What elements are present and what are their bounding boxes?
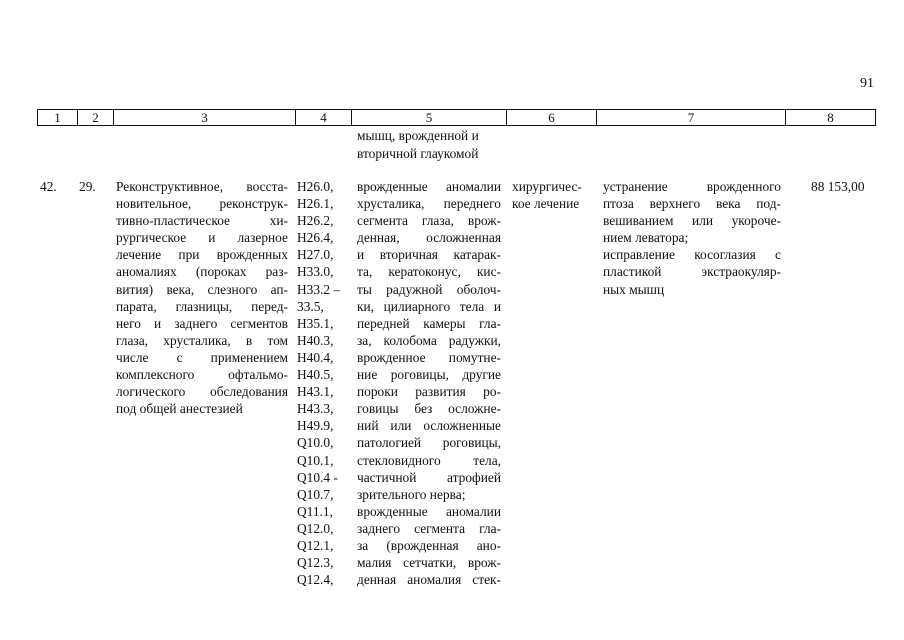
text-line: вешиванием или укороче- (603, 213, 781, 229)
text-line: зрительного нерва; (357, 486, 466, 502)
text-line: денная, осложненная (357, 230, 501, 246)
treatment-kind-cell (512, 178, 582, 212)
text-line: под общей анестезией (116, 401, 243, 417)
diagnosis-cell (357, 178, 501, 588)
header-cell-2: 2 (78, 110, 114, 125)
continuation-text (357, 127, 479, 162)
treatment-method-cell (603, 178, 781, 298)
cost-cell: 88 153,00 (811, 179, 865, 194)
text-line: Q12.1, (297, 537, 334, 553)
page-number: 91 (860, 76, 874, 91)
text-line: Q12.3, (297, 555, 334, 571)
text-line: ние роговицы, другие (357, 367, 501, 383)
text-line: вития) века, слезного ап- (116, 281, 288, 297)
text-line: парата, глазницы, перед- (116, 298, 288, 314)
text-line: Q10.7, (297, 486, 334, 502)
text-line: логического обследования (116, 384, 288, 400)
text-line: H40.4, (297, 349, 334, 365)
text-line: за, колобома радужки, (357, 332, 501, 348)
text-line: новительное, реконструк- (116, 196, 288, 212)
text-line: H26.1, (297, 196, 334, 212)
text-line: пластикой экстраокуляр- (603, 264, 781, 280)
text-line: малия сетчатки, врож- (357, 555, 501, 571)
text-line: H49.9, (297, 418, 334, 434)
continuation-line: мышц, врожденной и (357, 128, 479, 143)
icd-codes-cell (297, 178, 340, 588)
text-line: передней камеры гла- (357, 315, 501, 331)
text-line: исправление косоглазия с (603, 247, 781, 263)
text-line: комплексного офтальмо- (116, 367, 288, 383)
text-line: H26.0, (297, 179, 334, 194)
text-line: заднего сегмента гла- (357, 520, 501, 536)
header-cell-1: 1 (38, 110, 78, 125)
text-line: числе с применением (116, 349, 288, 365)
header-cell-4: 4 (296, 110, 352, 125)
header-cell-5: 5 (352, 110, 507, 125)
text-line: него и заднего сегментов (116, 315, 288, 331)
text-line: Q10.0, (297, 435, 334, 451)
text-line: Q10.4 - (297, 469, 338, 485)
text-line: H33.0, (297, 264, 334, 280)
text-line: ний или осложненные (357, 418, 501, 434)
text-line: та, кератоконус, кис- (357, 264, 501, 280)
text-line: кое лечение (512, 196, 580, 212)
text-line: Q12.0, (297, 520, 334, 536)
header-cell-3: 3 (114, 110, 296, 125)
row-number: 42. (40, 179, 57, 194)
text-line: пороки развития ро- (357, 384, 501, 400)
text-line: и вторичная катарак- (357, 247, 501, 263)
text-line: H43.3, (297, 401, 334, 417)
text-line: H40.5, (297, 367, 334, 383)
text-line: говицы без осложне- (357, 401, 501, 417)
text-line: H26.2, (297, 213, 334, 229)
table-header-row (37, 109, 876, 126)
treatment-type-cell (116, 178, 288, 417)
text-line: хирургичес- (512, 179, 582, 194)
text-line: H33.2 – (297, 281, 341, 297)
text-line: денная аномалия стек- (357, 572, 501, 588)
text-line: птоза верхнего века под- (603, 196, 781, 212)
continuation-line: вторичной глаукомой (357, 145, 479, 161)
text-line: Реконструктивное, восста- (116, 179, 288, 194)
text-line: глаза, хрусталика, в том (116, 332, 288, 348)
header-cell-6: 6 (507, 110, 597, 125)
text-line: Q12.4, (297, 572, 334, 588)
text-line: H43.1, (297, 384, 334, 400)
text-line: ки, цилиарного тела и (357, 298, 501, 314)
text-line: Q10.1, (297, 452, 334, 468)
row-subnumber: 29. (79, 179, 96, 194)
text-line: аномалиях (пороках раз- (116, 264, 288, 280)
text-line: ты радужной оболоч- (357, 281, 501, 297)
text-line: хрусталика, переднего (357, 196, 501, 212)
text-line: за (врожденная ано- (357, 537, 501, 553)
text-line: тивно-пластическое хи- (116, 213, 288, 229)
text-line: H40.3, (297, 332, 334, 348)
text-line: нием леватора; (603, 230, 689, 246)
text-line: H35.1, (297, 315, 334, 331)
text-line: частичной атрофией (357, 469, 501, 485)
text-line: лечение при врожденных (116, 247, 288, 263)
text-line: рургическое и лазерное (116, 230, 288, 246)
text-line: врожденные аномалии (357, 503, 501, 519)
text-line: Q11.1, (297, 503, 333, 519)
header-cell-8: 8 (827, 110, 834, 125)
text-line: сегмента глаза, врож- (357, 213, 501, 229)
text-line: патологией роговицы, (357, 435, 501, 451)
text-line: врожденные аномалии (357, 179, 501, 194)
text-line: ных мышц (603, 281, 665, 297)
text-line: врожденное помутне- (357, 349, 501, 365)
text-line: стекловидного тела, (357, 452, 501, 468)
text-line: H27.0, (297, 247, 334, 263)
text-line: устранение врожденного (603, 179, 781, 194)
header-cell-7: 7 (597, 110, 786, 125)
text-line: H26.4, (297, 230, 334, 246)
text-line: 33.5, (297, 298, 324, 314)
